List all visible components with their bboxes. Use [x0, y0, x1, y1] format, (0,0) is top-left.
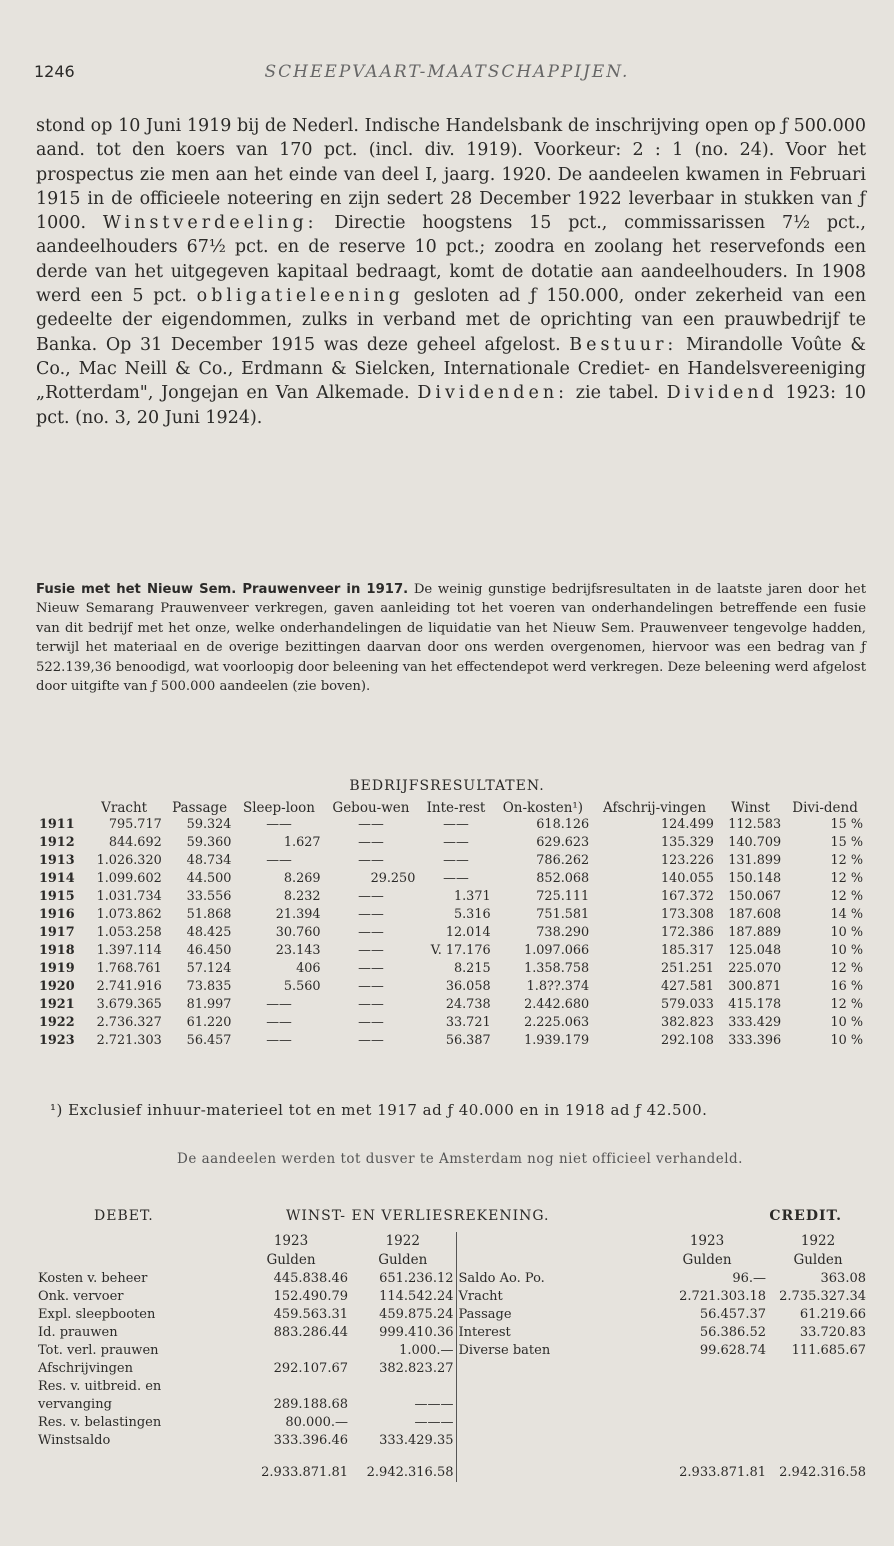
table-row: [36, 942, 866, 960]
credit-label-cell: Passage: [456, 1306, 646, 1324]
table-row: [36, 816, 866, 834]
value-cell: 44.500: [186, 871, 232, 886]
debet-value-cell: 333.429.35: [379, 1433, 454, 1448]
year-cell: 1917: [39, 925, 75, 940]
debet-label-cell: Onk. vervoer: [38, 1289, 124, 1304]
value-cell: 124.499: [660, 817, 714, 832]
value-cell: 292.108: [660, 1033, 714, 1048]
value-cell: 8.269: [283, 871, 321, 886]
table-row: [36, 870, 866, 888]
value-cell: 15 %: [830, 817, 863, 832]
credit-value-cell: [768, 1414, 868, 1432]
debet-label-cell: Expl. sleepbooten: [38, 1307, 156, 1322]
debet-value-cell: ———: [414, 1415, 454, 1430]
value-cell: 1.8??.374: [526, 979, 590, 994]
value-cell: 140.055: [660, 871, 714, 886]
value-cell: 1.097.066: [524, 943, 590, 958]
value-cell: 15 %: [830, 835, 863, 850]
dividend-label: Dividend: [666, 383, 778, 404]
list-item: [36, 1288, 868, 1306]
value-cell: 1.371: [453, 889, 491, 904]
running-header: [34, 62, 860, 86]
value-cell: 629.623: [536, 835, 590, 850]
debet-label-cell: Afschrijvingen: [38, 1361, 133, 1376]
credit-value-cell: [646, 1378, 768, 1396]
value-cell: 427.581: [660, 979, 714, 994]
value-cell: ——: [358, 853, 384, 868]
credit-year-1923: 1923: [689, 1233, 725, 1249]
value-cell: 56.457: [186, 1033, 232, 1048]
value-cell: 10 %: [830, 943, 863, 958]
debet-value-cell: 80.000.—: [285, 1415, 348, 1430]
value-cell: 852.068: [536, 871, 590, 886]
credit-total-1923: 2.933.871.81: [679, 1465, 766, 1480]
table-row: [36, 924, 866, 942]
value-cell: 1.627: [283, 835, 321, 850]
credit-value-cell: 111.685.67: [791, 1343, 866, 1358]
value-cell: 5.316: [453, 907, 491, 922]
credit-label-cell: Vracht: [456, 1288, 646, 1306]
debet-value-cell: 382.823.27: [379, 1361, 454, 1376]
value-cell: 21.394: [275, 907, 321, 922]
year-cell: 1913: [39, 853, 75, 868]
value-cell: ——: [358, 817, 384, 832]
value-cell: 150.148: [728, 871, 782, 886]
credit-label: CREDIT.: [769, 1208, 842, 1224]
credit-value-cell: 96.—: [732, 1271, 766, 1286]
debet-value-cell: 1.000.—: [399, 1343, 454, 1358]
winst-verlies-header: [36, 1208, 866, 1226]
debet-value-cell: 114.542.24: [379, 1289, 454, 1304]
list-item: [36, 1306, 868, 1324]
obligatieleening-label: obligatieleening: [196, 286, 404, 307]
debet-value-cell: 333.396.46: [273, 1433, 348, 1448]
value-cell: 59.360: [186, 835, 232, 850]
value-cell: 382.823: [660, 1015, 714, 1030]
value-cell: 187.889: [728, 925, 782, 940]
credit-value-cell: [768, 1396, 868, 1414]
debet-value-cell: 459.875.24: [379, 1307, 454, 1322]
list-item: [36, 1378, 868, 1396]
value-cell: 2.736.327: [96, 1015, 162, 1030]
debet-value-cell: 459.563.31: [273, 1307, 348, 1322]
credit-value-cell: [646, 1432, 768, 1450]
value-cell: 33.556: [186, 889, 232, 904]
debet-value-cell: 289.188.68: [273, 1397, 348, 1412]
table-row: [36, 996, 866, 1014]
value-cell: ——: [358, 979, 384, 994]
value-cell: 135.329: [660, 835, 714, 850]
value-cell: ——: [443, 853, 469, 868]
running-title: SCHEEPVAART-MAATSCHAPPIJEN.: [264, 62, 630, 82]
debet-year-1923: 1923: [273, 1233, 309, 1249]
value-cell: 1.099.602: [96, 871, 162, 886]
credit-year-1922: 1922: [800, 1233, 836, 1249]
table-row: [36, 1032, 866, 1050]
table-row: [36, 852, 866, 870]
credit-value-cell: 56.457.37: [699, 1307, 766, 1322]
debet-value-cell: [350, 1378, 456, 1396]
intro-paragraph: [36, 114, 866, 430]
value-cell: 10 %: [830, 925, 863, 940]
value-cell: 172.386: [660, 925, 714, 940]
debet-unit-1923: Gulden: [266, 1252, 316, 1268]
debet-year-1922: 1922: [385, 1233, 420, 1249]
intro-text: stond op 10 Juni 1919 bij de Nederl. Indische Handelsbank de inschrijving open op ƒ 500.000 aand. tot den koers van 170 pct. (incl. div. 1919). Voorkeur: 2 : 1 (no. 24). Voor het prospectus zie men aan het einde van deel I, jaarg. 1920. De aandeelen kwamen in Februari 1915 in de officieele noteering en zijn sedert 28 December 1922 leverbaar in stukken van ƒ 1000.: [36, 116, 866, 234]
winst-verlies-table: [36, 1232, 868, 1482]
value-cell: 3.679.365: [96, 997, 162, 1012]
value-cell: ——: [358, 943, 384, 958]
value-cell: 618.126: [536, 817, 590, 832]
credit-value-cell: 61.219.66: [799, 1307, 866, 1322]
debet-label: DEBET.: [94, 1208, 154, 1224]
value-cell: 1.026.320: [96, 853, 162, 868]
value-cell: 57.124: [186, 961, 232, 976]
debet-value-cell: [232, 1342, 350, 1360]
value-cell: 30.760: [275, 925, 321, 940]
value-cell: 140.709: [728, 835, 782, 850]
value-cell: 36.058: [445, 979, 491, 994]
credit-label-cell: Saldo Ao. Po.: [456, 1270, 646, 1288]
value-cell: ——: [266, 1033, 292, 1048]
value-cell: 61.220: [186, 1015, 232, 1030]
value-cell: 10 %: [830, 1015, 863, 1030]
bres-col-header: Sleep-loon: [242, 800, 315, 816]
debet-value-cell: 292.107.67: [273, 1361, 348, 1376]
value-cell: 1.768.761: [96, 961, 162, 976]
bres-col-header: Passage: [172, 800, 228, 816]
debet-label-cell: Kosten v. beheer: [38, 1271, 148, 1286]
winstverdeeling-text: Directie hoogstens 15 pct., commissarissen 7½ pct., aandeelhouders 67½ pct. en de reserve 10 pct.; zoodra en zoolang het reservefonds een derde van het uitgegeven kapitaal bedraagt, komt de dotatie aan aandeelhouders. In 1908 werd een 5 pct.: [36, 213, 866, 307]
value-cell: 12 %: [830, 871, 863, 886]
bestuur-label: Bestuur:: [569, 334, 678, 355]
bres-col-header: Winst: [731, 800, 771, 816]
credit-label-cell: [456, 1432, 646, 1450]
bres-col-header: Afschrij-vingen: [602, 800, 707, 816]
year-cell: 1922: [39, 1015, 75, 1030]
value-cell: 29.250: [370, 871, 416, 886]
bres-col-header: [36, 800, 84, 816]
value-cell: 786.262: [536, 853, 590, 868]
credit-total-1922: 2.942.316.58: [779, 1465, 866, 1480]
list-item: [36, 1414, 868, 1432]
bedrijfsresultaten-table: [36, 800, 866, 1050]
year-cell: 1920: [39, 979, 75, 994]
value-cell: 12 %: [830, 853, 863, 868]
year-cell: 1915: [39, 889, 75, 904]
year-cell: 1912: [39, 835, 75, 850]
value-cell: 46.450: [186, 943, 232, 958]
debet-label-cell: Id. prauwen: [38, 1325, 118, 1340]
table-row: [36, 888, 866, 906]
list-item: [36, 1432, 868, 1450]
dividend-text: 1923: 10 pct. (no. 3, 20 Juni 1924).: [36, 383, 866, 428]
value-cell: 16 %: [830, 979, 863, 994]
bestuur-text: Mirandolle Voûte & Co., Mac Neill & Co., Erdmann & Sielcken, Internationale Crediet- en Handelsvereeniging „Rotterdam", Jongejan en Van Alkemade.: [36, 334, 866, 404]
winstverdeeling-label: Winstverdeeling:: [102, 213, 318, 234]
fusie-paragraph: [36, 580, 866, 696]
value-cell: 2.225.063: [524, 1015, 590, 1030]
value-cell: 12 %: [830, 961, 863, 976]
list-item: [36, 1324, 868, 1342]
value-cell: ——: [443, 817, 469, 832]
table-footnote: ¹) Exclusief inhuur-materieel tot en met 1917 ad ƒ 40.000 en in 1918 ad ƒ 42.500.: [50, 1101, 708, 1119]
year-cell: 1916: [39, 907, 75, 922]
credit-unit-1922: Gulden: [793, 1252, 843, 1268]
value-cell: 173.308: [660, 907, 714, 922]
year-cell: 1914: [39, 871, 75, 886]
table-row: [36, 1014, 866, 1032]
value-cell: 56.387: [445, 1033, 491, 1048]
value-cell: 1.053.258: [96, 925, 162, 940]
debet-value-cell: 651.236.12: [379, 1271, 454, 1286]
value-cell: 8.232: [283, 889, 321, 904]
value-cell: 406: [296, 961, 321, 976]
value-cell: 48.734: [186, 853, 232, 868]
bres-col-header: Gebou-wen: [332, 800, 410, 816]
value-cell: 123.226: [660, 853, 714, 868]
bedrijfsresultaten-title: BEDRIJFSRESULTATEN.: [349, 778, 545, 794]
value-cell: ——: [266, 817, 292, 832]
value-cell: ——: [358, 889, 384, 904]
credit-value-cell: [646, 1360, 768, 1378]
value-cell: 1.358.758: [524, 961, 590, 976]
debet-value-cell: [232, 1378, 350, 1396]
value-cell: 2.721.303: [96, 1033, 162, 1048]
fusie-text: De weinig gunstige bedrijfsresultaten in de laatste jaren door het Nieuw Semarang Prauwenveer verkregen, gaven aanleiding tot het voeren van onderhandelingen betreffende een fusie van dit bedrijf met het onze, welke onderhandelingen de liquidatie van het Nieuw Sem. Prauwenveer tengevolge hadden, terwijl het materiaal en de overige bezittingen daarvan door ons werden overgenomen, hiervoor was een bedrag van ƒ 522.139,36 benoodigd, wat voorloopig door beleening van het effectendepot werd verkregen. Deze beleening werd afgelost door uitgifte van ƒ 500.000 aandeelen (zie boven).: [36, 582, 866, 695]
credit-value-cell: 33.720.83: [799, 1325, 866, 1340]
year-cell: 1918: [39, 943, 75, 958]
credit-value-cell: [768, 1432, 868, 1450]
totals-row: [36, 1450, 868, 1482]
value-cell: ——: [358, 997, 384, 1012]
value-cell: 415.178: [728, 997, 782, 1012]
credit-value-cell: 56.386.52: [699, 1325, 766, 1340]
value-cell: 1.031.734: [96, 889, 162, 904]
value-cell: V. 17.176: [430, 943, 491, 958]
list-item: [36, 1396, 868, 1414]
value-cell: 131.899: [728, 853, 782, 868]
value-cell: 12 %: [830, 889, 863, 904]
debet-label-cell: Res. v. uitbreid. en: [38, 1379, 162, 1394]
credit-label-cell: [456, 1396, 646, 1414]
value-cell: 48.425: [186, 925, 232, 940]
obligatieleening-text: gesloten ad ƒ 150.000, onder zekerheid van een gedeelte der eigendommen, zulks in verband met de oprichting van een prauwbedrijf te Banka. Op 31 December 1915 was deze geheel afgelost.: [36, 286, 866, 355]
value-cell: 333.396: [728, 1033, 782, 1048]
value-cell: ——: [266, 1015, 292, 1030]
debet-total-1923: 2.933.871.81: [261, 1465, 348, 1480]
value-cell: ——: [266, 853, 292, 868]
year-cell: 1923: [39, 1033, 75, 1048]
value-cell: 51.868: [186, 907, 232, 922]
credit-value-cell: [768, 1378, 868, 1396]
year-cell: 1921: [39, 997, 75, 1012]
value-cell: 23.143: [275, 943, 321, 958]
value-cell: 1.939.179: [524, 1033, 590, 1048]
credit-label-cell: Interest: [456, 1324, 646, 1342]
credit-value-cell: 363.08: [820, 1271, 866, 1286]
value-cell: 150.067: [728, 889, 782, 904]
bres-col-header: Divi-dend: [792, 800, 858, 816]
list-item: [36, 1270, 868, 1288]
table-row: [36, 906, 866, 924]
value-cell: 251.251: [660, 961, 714, 976]
value-cell: 8.215: [453, 961, 491, 976]
trading-note: De aandeelen werden tot dusver te Amsterdam nog niet officieel verhandeld.: [177, 1151, 743, 1167]
credit-value-cell: 2.721.303.18: [679, 1289, 766, 1304]
value-cell: 125.048: [728, 943, 782, 958]
value-cell: 2.741.916: [96, 979, 162, 994]
value-cell: 167.372: [660, 889, 714, 904]
value-cell: 1.397.114: [96, 943, 162, 958]
value-cell: 10 %: [830, 1033, 863, 1048]
debet-value-cell: ———: [414, 1397, 454, 1412]
table-row: [36, 978, 866, 996]
credit-label-cell: [456, 1378, 646, 1396]
value-cell: 225.070: [728, 961, 782, 976]
debet-value-cell: 883.286.44: [273, 1325, 348, 1340]
value-cell: 24.738: [445, 997, 491, 1012]
dividenden-label: Dividenden:: [417, 383, 569, 404]
value-cell: 5.560: [283, 979, 321, 994]
year-cell: 1919: [39, 961, 75, 976]
debet-value-cell: 445.838.46: [273, 1271, 348, 1286]
debet-unit-1922: Gulden: [378, 1252, 428, 1268]
value-cell: 33.721: [445, 1015, 491, 1030]
value-cell: 81.997: [186, 997, 232, 1012]
value-cell: 725.111: [536, 889, 590, 904]
debet-total-1922: 2.942.316.58: [366, 1465, 454, 1480]
value-cell: 795.717: [108, 817, 162, 832]
value-cell: 12.014: [445, 925, 491, 940]
credit-value-cell: [646, 1396, 768, 1414]
value-cell: ——: [358, 907, 384, 922]
value-cell: 333.429: [728, 1015, 782, 1030]
debet-label-cell: Winstsaldo: [38, 1433, 111, 1448]
value-cell: 14 %: [830, 907, 863, 922]
value-cell: 300.871: [728, 979, 782, 994]
value-cell: 12 %: [830, 997, 863, 1012]
debet-value-cell: 999.410.36: [379, 1325, 454, 1340]
year-cell: 1911: [39, 817, 75, 832]
value-cell: 185.317: [660, 943, 714, 958]
value-cell: 844.692: [108, 835, 162, 850]
credit-label-cell: [456, 1360, 646, 1378]
fusie-heading: Fusie met het Nieuw Sem. Prauwenveer in 1917.: [36, 582, 409, 597]
value-cell: 59.324: [186, 817, 232, 832]
credit-value-cell: 2.735.327.34: [779, 1289, 866, 1304]
value-cell: 579.033: [660, 997, 714, 1012]
bres-col-header: Inte-rest: [426, 800, 486, 816]
value-cell: 187.608: [728, 907, 782, 922]
value-cell: 112.583: [728, 817, 782, 832]
list-item: [36, 1342, 868, 1360]
winst-verlies-title: WINST- EN VERLIESREKENING.: [286, 1208, 550, 1224]
bres-col-header: On-kosten¹): [502, 800, 584, 816]
list-item: [36, 1360, 868, 1378]
value-cell: ——: [443, 871, 469, 886]
bres-col-header: Vracht: [101, 800, 148, 816]
value-cell: 73.835: [186, 979, 232, 994]
debet-value-cell: 152.490.79: [273, 1289, 348, 1304]
debet-label-cell: Res. v. belastingen: [38, 1415, 162, 1430]
value-cell: ——: [358, 961, 384, 976]
value-cell: 738.290: [536, 925, 590, 940]
credit-unit-1923: Gulden: [682, 1252, 732, 1268]
debet-label-cell: Tot. verl. prauwen: [38, 1343, 159, 1358]
table-row: [36, 834, 866, 852]
value-cell: 751.581: [536, 907, 590, 922]
credit-label-cell: [456, 1414, 646, 1432]
value-cell: ——: [266, 997, 292, 1012]
credit-label-cell: Diverse baten: [456, 1342, 646, 1360]
debet-label-cell: vervanging: [38, 1397, 112, 1412]
credit-value-cell: [646, 1414, 768, 1432]
value-cell: 2.442.680: [524, 997, 590, 1012]
credit-value-cell: [768, 1360, 868, 1378]
value-cell: ——: [443, 835, 469, 850]
page-number: 1246: [34, 62, 75, 81]
dividenden-text: zie tabel.: [575, 383, 659, 404]
credit-value-cell: 99.628.74: [699, 1343, 766, 1358]
value-cell: ——: [358, 1015, 384, 1030]
value-cell: 1.073.862: [96, 907, 162, 922]
value-cell: ——: [358, 925, 384, 940]
value-cell: ——: [358, 835, 384, 850]
table-row: [36, 960, 866, 978]
value-cell: ——: [358, 1033, 384, 1048]
